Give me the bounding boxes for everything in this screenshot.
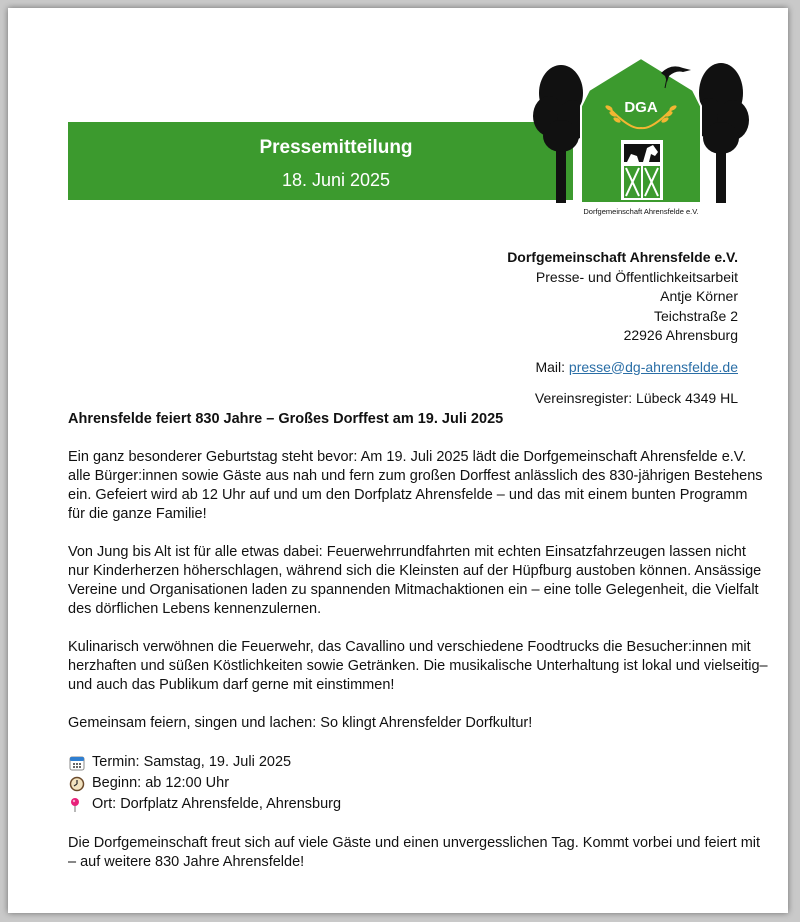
fact-place: [68, 794, 768, 815]
fact-time: [68, 773, 768, 794]
event-facts: [68, 752, 768, 815]
press-release-page: [8, 8, 788, 913]
fact-time-text: Beginn: ab 12:00 Uhr: [92, 775, 230, 791]
barn-icon: [581, 58, 701, 203]
sender-city: 22926 Ahrensburg: [623, 327, 738, 343]
logo-initials: DGA: [624, 99, 658, 116]
paragraph-closing: Die Dorfgemeinschaft freut sich auf viele Gäste und einen unvergesslichen Tag. Kommt vorbei und feiert mit – auf weitere 830 Jahre Ahrensfelde!: [68, 835, 761, 870]
logo-caption: Dorfgemeinschaft Ahrensfelde e.V.: [583, 207, 699, 216]
paragraph-motto: Gemeinsam feiern, singen und lachen: So klingt Ahrensfelder Dorfkultur!: [68, 715, 533, 731]
sender-org: Dorfgemeinschaft Ahrensfelde e.V.: [507, 249, 738, 265]
mail-label: Mail:: [535, 358, 566, 375]
paragraph-program: Von Jung bis Alt ist für alle etwas dabei: Feuerwehrrundfahrten mit echten Einsatzfahrzeugen lassen nicht nur Kinderherzen höherschlagen, während sich die Kleinsten auf der Hüpfburg austoben können. Ansässige Vereine und Organisationen laden zu spannenden Mitmachaktionen ein – eine tolle Gelegenheit, die Vielfalt des dörflichen Lebens kennenzulernen.: [68, 544, 762, 617]
sender-department: Presse- und Öffentlichkeitsarbeit: [535, 268, 738, 285]
dga-logo: [531, 48, 751, 218]
header-banner: [68, 122, 573, 200]
sender-address: [507, 248, 738, 409]
sender-register: Vereinsregister: Lübeck 4349 HL: [534, 390, 738, 406]
fact-date: [68, 752, 768, 773]
article-body: [68, 410, 768, 891]
fact-date-text: Termin: Samstag, 19. Juli 2025: [92, 754, 292, 770]
sender-person: Antje Körner: [660, 288, 738, 304]
sender-mail-line: [507, 358, 738, 378]
clock-icon: [68, 776, 86, 792]
paragraph-intro: Ein ganz besonderer Geburtstag steht bevor: Am 19. Juli 2025 lädt die Dorfgemeinschaft Ahrensfelde e.V. alle Bürger:innen sowie Gäste aus nah und fern zum großen Dorffest anlässlich des 830-jährigen Bestehens ein. Gefeiert wird ab 12 Uhr auf und um den Dorfplatz Ahrensfelde – und das mit einem bunten Programm für die ganze Familie!: [68, 449, 763, 522]
sender-street: Teichstraße 2: [653, 307, 738, 324]
pin-icon: [68, 797, 86, 813]
paragraph-food: Kulinarisch verwöhnen die Feuerwehr, das Cavallino und verschiedene Foodtrucks die Besucher:innen mit herzhaften und süßen Köstlichkeiten sowie Getränken. Die musikalische Unterhaltung ist lokal und vielseitig– und auch das Publikum darf gerne mit einstimmen!: [68, 639, 768, 693]
banner-date: 18. Juni 2025: [281, 170, 391, 190]
banner-title: Pressemitteilung: [259, 137, 413, 158]
mail-link[interactable]: presse@dg-ahrensfelde.de: [568, 358, 738, 375]
article-headline: Ahrensfelde feiert 830 Jahre – Großes Dorffest am 19. Juli 2025: [68, 411, 504, 427]
calendar-icon: [68, 755, 86, 771]
fact-place-text: Ort: Dorfplatz Ahrensfelde, Ahrensburg: [92, 796, 342, 812]
